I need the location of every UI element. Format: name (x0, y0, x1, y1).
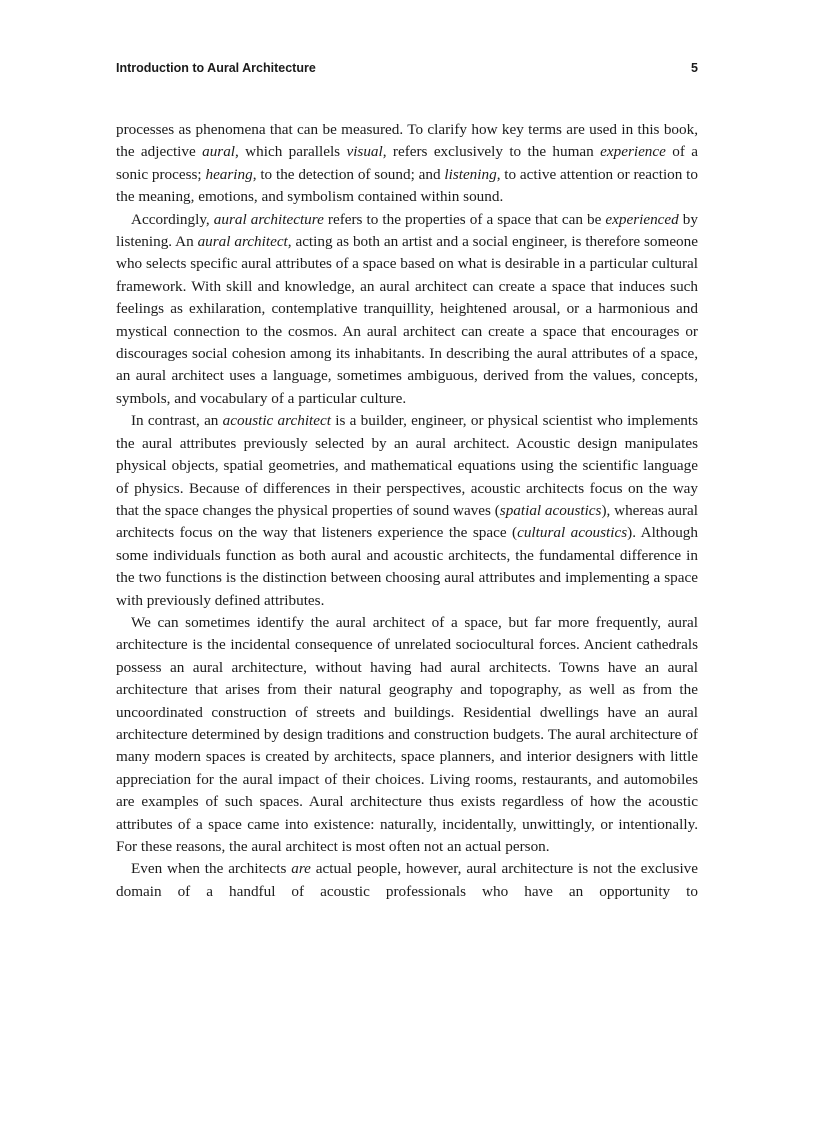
text-run: Accordingly, (131, 210, 214, 228)
text-run: , acting as both an artist and a social engineer, is therefore someone who selects specific aural attributes of a space based on what is desirable in a particular cultural framework. With skill and knowledge, an aural architect can create a space that induces such feelings as exhilaration, contemplative tranquillity, heightened arousal, or a harmonious and mystical connection to the cosmos. An aural architect can create a space that encourages or discourages social cohesion among its inhabitants. In describing the aural attributes of a space, an aural architect uses a language, sometimes ambiguous, derived from the values, concepts, symbols, and vocabulary of a particular culture. (116, 233, 698, 407)
italic-text: listening (444, 165, 497, 183)
text-run: is a builder, engineer, or physical scientist who implements the aural attributes previously selected by an aural architect. Acoustic design manipulates physical objects, spatial geometries, and mathematical equations using the scientific language of physics. Because of differences in their perspectives, acoustic architects focus on the way that the space changes the physical properties of sound waves ( (116, 412, 699, 519)
body-text (116, 119, 698, 903)
paragraph (116, 410, 698, 612)
paragraph (116, 119, 698, 209)
text-run: , to active attention or reaction to the meaning, emotions, and symbolism contained within sound. (116, 165, 698, 206)
text-run: , to the detection of sound; and (252, 165, 445, 183)
italic-text: experience (600, 143, 666, 161)
italic-text: aural architect (197, 233, 288, 251)
text-run: ), whereas aural architects focus on the way that listeners experience the space ( (116, 501, 699, 542)
italic-text: visual (346, 143, 383, 161)
paragraph (116, 612, 698, 858)
italic-text: aural architecture (213, 210, 324, 228)
text-run: processes as phenomena that can be measured. To clarify how key terms are used in this book, the adjective (116, 121, 698, 161)
text-run: ). Although some individuals function as both aural and acoustic architects, the fundamental difference in the two functions is the distinction between choosing aural attributes and implementing a space with previously defined attributes. (116, 524, 698, 609)
italic-text: spatial acoustics (499, 501, 602, 519)
italic-text: are (291, 860, 311, 878)
text-run: , which parallels (235, 143, 347, 161)
italic-text: experienced (605, 210, 679, 228)
italic-text: acoustic architect (222, 412, 331, 430)
text-run: by listening. An (116, 210, 698, 251)
italic-text: hearing (205, 165, 253, 183)
page-number: 5 (691, 61, 698, 75)
paragraph (116, 858, 698, 903)
text-run: In contrast, an (131, 412, 223, 430)
paragraph (116, 209, 698, 411)
text-run: refers to the properties of a space that can be (323, 210, 606, 228)
text-run: , refers exclusively to the human (382, 143, 601, 161)
italic-text: aural (202, 143, 236, 161)
text-run: actual people, however, aural architecture is not the exclusive domain of a handful of acoustic professionals who have an opportunity to (116, 860, 699, 900)
text-run: We can sometimes identify the aural architect of a space, but far more frequently, aural architecture is the incidental consequence of unrelated sociocultural forces. Ancient cathedrals possess an aural architecture, without having had aural architects. Towns have an aural architecture that arises from their natural geography and topography, as well as from the uncoordinated construction of streets and buildings. Residential dwellings have an aural architecture determined by design traditions and construction budgets. The aural architecture of many modern spaces is created by architects, space planners, and interior designers with little appreciation for the aural impact of their choices. Living rooms, restaurants, and automobiles are examples of such spaces. Aural architecture thus exists regardless of how the acoustic attributes of a space came into existence: naturally, incidentally, unwittingly, or intentionally. For these reasons, the aural architect is most often not an actual person. (116, 613, 698, 855)
running-head (116, 59, 698, 77)
text-run: Even when the architects (131, 860, 292, 878)
italic-text: cultural acoustics (517, 524, 628, 542)
running-head-title: Introduction to Aural Architecture (116, 61, 316, 75)
text-run: of a sonic process; (116, 143, 698, 183)
